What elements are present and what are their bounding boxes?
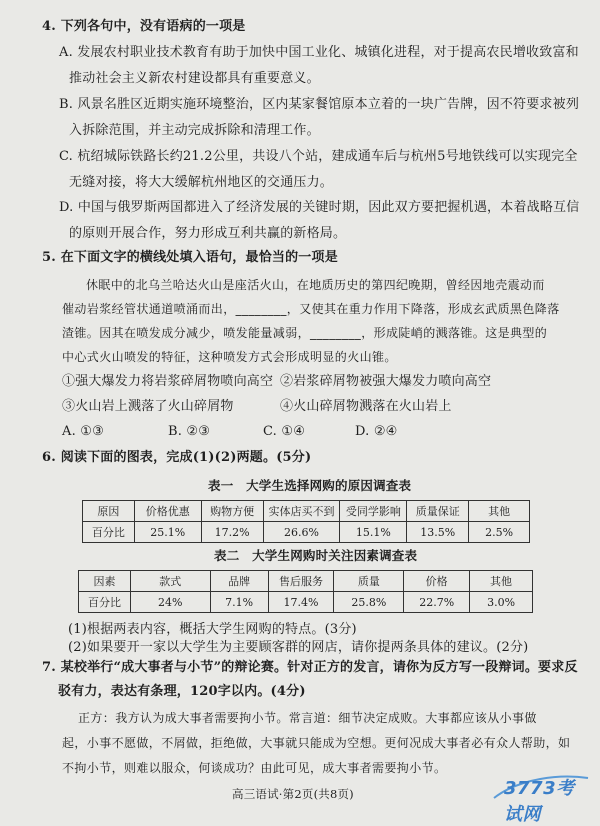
table1-header-row <box>83 501 530 522</box>
q5-choice-d: D. ②④ <box>355 424 398 439</box>
table-cell: 售后服务 <box>268 571 334 592</box>
table-cell: 价格 <box>404 571 470 592</box>
q4-option-a-line2: 推动社会主义新农村建设都具有重要意义。 <box>69 71 320 86</box>
q4-option-c-line2: 无缝对接，将大大缓解杭州地区的交通压力。 <box>69 175 334 190</box>
q5-choice-b: B. ②③ <box>168 424 211 439</box>
q7-passage-line: 起，小事不愿做，不屑做，拒绝做，大事就只能成为空想。更何况成大事者必有众人帮助，如 <box>62 736 571 750</box>
watermark-text: 3773考试网 <box>504 778 575 825</box>
table2-header-row <box>79 571 533 592</box>
q7-stem-line1: 7. 某校举行“成大事者与小节”的辩论赛。针对正方的发言，请你为反方写一段辩词。要求反 <box>42 660 578 675</box>
q5-passage-line: 催动岩浆经管状通道喷涌而出，________，又使其在重力作用下降落，形成玄武质黑色降落 <box>62 302 560 316</box>
q7-passage-line: 不拘小节，则难以服众，何谈成功？由此可见，成大事者需要拘小节。 <box>62 761 447 775</box>
q5-passage-line: 中心式火山喷发的特征，这种喷发方式会形成明显的火山锥。 <box>62 350 397 364</box>
table-cell: 25.8% <box>334 592 404 613</box>
table-cell: 15.1% <box>340 522 407 543</box>
table-cell: 25.1% <box>134 522 201 543</box>
q5-option-3: ③火山岩上溅落了火山碎屑物 <box>62 399 234 414</box>
table-cell: 百分比 <box>83 522 135 543</box>
table-cell: 质量 <box>334 571 404 592</box>
table-cell: 其他 <box>470 571 533 592</box>
q4-option-b-line2: 入拆除范围，并主动完成拆除和清理工作。 <box>69 123 320 138</box>
table2-data-row <box>79 592 533 613</box>
table-cell: 7.1% <box>210 592 268 613</box>
table1-title: 表一 大学生选择网购的原因调查表 <box>208 478 412 493</box>
q4-option-a-line1: A. 发展农村职业技术教育有助于加快中国工业化、城镇化进程，对于提高农民增收致富和 <box>59 45 579 60</box>
table-cell: 品牌 <box>210 571 268 592</box>
table-cell: 17.4% <box>268 592 334 613</box>
table1-data-row <box>83 522 530 543</box>
q5-passage-line: 渣锥。因其在喷发成分减少，喷发能量减弱，________，形成陡峭的溅落锥。这是典型的 <box>62 326 548 340</box>
table-cell: 26.6% <box>263 522 340 543</box>
q5-option-1: ①强大爆发力将岩浆碎屑物喷向高空 <box>62 374 274 389</box>
q4-option-c-line1: C. 杭绍城际铁路长约21.2公里，共设八个站，建成通车后与杭州5号地铁线可以实现完全 <box>59 149 578 164</box>
q4-option-d-line1: D. 中国与俄罗斯两国都进入了经济发展的关键时期，因此双方要把握机遇，本着战略互信 <box>59 200 580 215</box>
q7-stem-line2: 驳有力，表达有条理，120字以内。(4分) <box>58 684 306 699</box>
table-cell: 22.7% <box>404 592 470 613</box>
q6-stem: 6. 阅读下面的图表，完成(1)(2)两题。(5分) <box>42 450 312 465</box>
table-cell: 款式 <box>130 571 210 592</box>
table-cell: 受同学影响 <box>340 501 407 522</box>
table1 <box>82 500 530 543</box>
table-cell: 质量保证 <box>407 501 469 522</box>
table-cell: 购物方便 <box>201 501 263 522</box>
table-cell: 13.5% <box>407 522 469 543</box>
page-footer: 高三语试·第2页(共8页) <box>232 787 354 801</box>
table2 <box>78 570 533 613</box>
q5-choice-a: A. ①③ <box>62 424 104 439</box>
table-cell: 3.0% <box>470 592 533 613</box>
table-cell: 其他 <box>469 501 530 522</box>
table-cell: 价格优惠 <box>134 501 201 522</box>
table-cell: 百分比 <box>79 592 131 613</box>
q5-passage-line: 休眠中的北乌兰哈达火山是座活火山，在地质历史的第四纪晚期，曾经因地壳震动而 <box>86 278 545 292</box>
table-cell: 实体店买不到 <box>263 501 340 522</box>
q7-passage-line: 正方：我方认为成大事者需要拘小节。常言道：细节决定成败。大事都应该从小事做 <box>78 711 537 725</box>
table-cell: 2.5% <box>469 522 530 543</box>
q5-choice-c: C. ①④ <box>263 424 306 439</box>
q4-option-b-line1: B. 风景名胜区近期实施环境整治，区内某家餐馆原本立着的一块广告牌，因不符要求被列 <box>59 97 580 112</box>
watermark-logo <box>490 772 590 825</box>
q5-option-4: ④火山碎屑物溅落在火山岩上 <box>280 399 452 414</box>
table-cell: 原因 <box>83 501 135 522</box>
table-cell: 因素 <box>79 571 131 592</box>
table-cell: 24% <box>130 592 210 613</box>
q5-option-2: ②岩浆碎屑物被强大爆发力喷向高空 <box>280 374 492 389</box>
q6-subquestion-1: (1)根据两表内容，概括大学生网购的特点。(3分) <box>68 622 357 637</box>
q4-stem: 4. 下列各句中，没有语病的一项是 <box>42 19 246 34</box>
q5-stem: 5. 在下面文字的横线处填入语句，最恰当的一项是 <box>42 250 338 265</box>
q4-option-d-line2: 的原则开展合作，努力形成互利共赢的新格局。 <box>69 226 347 241</box>
table2-title: 表二 大学生网购时关注因素调查表 <box>214 548 418 563</box>
table-cell: 17.2% <box>201 522 263 543</box>
q6-subquestion-2: (2)如果要开一家以大学生为主要顾客群的网店，请你提两条具体的建议。(2分) <box>68 640 529 655</box>
